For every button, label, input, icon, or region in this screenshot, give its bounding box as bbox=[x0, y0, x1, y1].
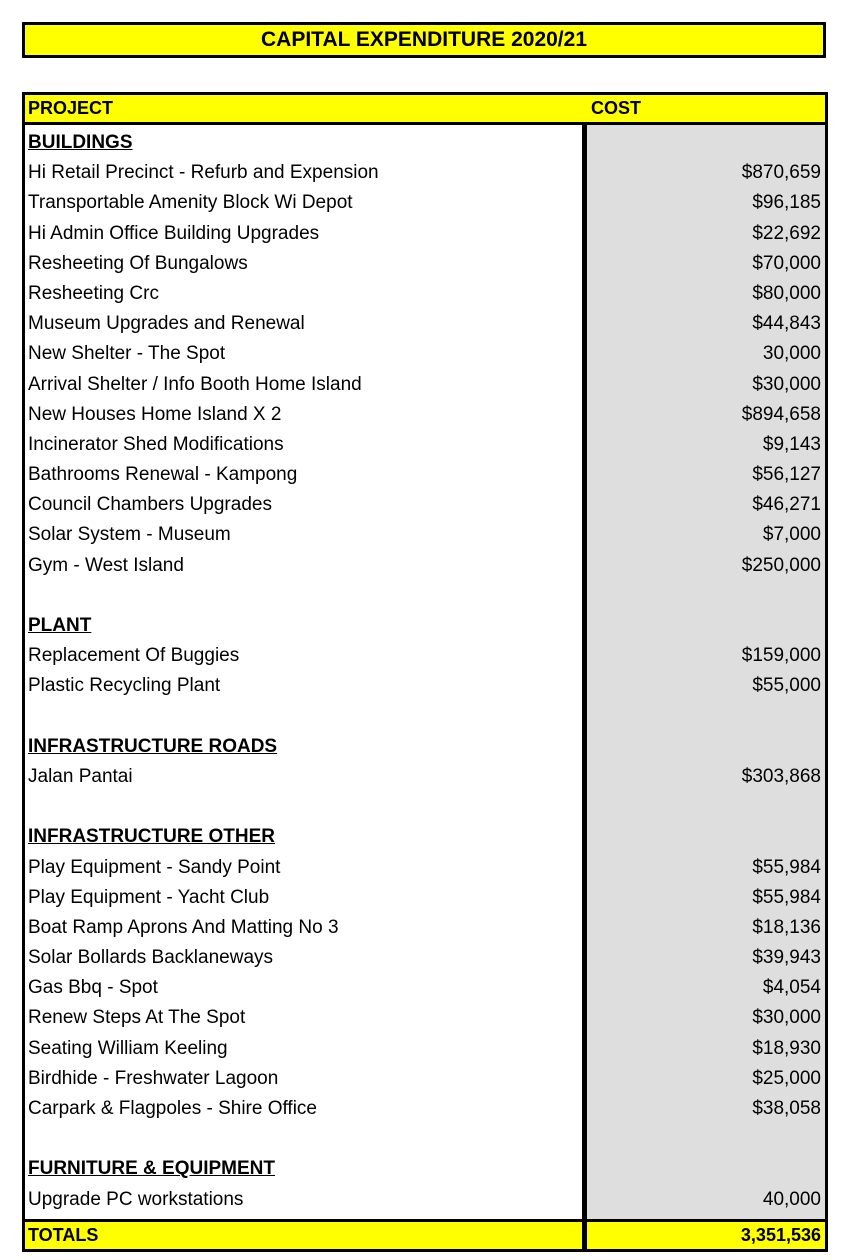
totals-value: 3,351,536 bbox=[740, 1225, 821, 1245]
section-heading-row bbox=[25, 732, 825, 762]
project-cost: $250,000 bbox=[741, 554, 821, 576]
project-cost: $22,692 bbox=[752, 222, 821, 244]
table-row bbox=[25, 400, 825, 430]
project-name: Gym - West Island bbox=[28, 554, 184, 576]
table-header bbox=[25, 95, 825, 125]
page-title: CAPITAL EXPENDITURE 2020/21 bbox=[22, 22, 826, 58]
table-row bbox=[25, 490, 825, 520]
project-cost: $303,868 bbox=[741, 765, 821, 787]
table-row bbox=[25, 762, 825, 792]
project-name: Boat Ramp Aprons And Matting No 3 bbox=[28, 916, 339, 938]
project-cost: $46,271 bbox=[752, 494, 821, 516]
table-row bbox=[25, 1094, 825, 1124]
project-name: Renew Steps At The Spot bbox=[28, 1007, 246, 1029]
project-cost: 40,000 bbox=[762, 1188, 821, 1210]
project-cost: $30,000 bbox=[752, 373, 821, 395]
project-name: Arrival Shelter / Info Booth Home Island bbox=[28, 373, 362, 395]
project-name: Council Chambers Upgrades bbox=[28, 494, 272, 516]
project-name: Bathrooms Renewal - Kampong bbox=[28, 464, 298, 486]
project-cost: $9,143 bbox=[762, 433, 821, 455]
project-cost: $55,984 bbox=[752, 886, 821, 908]
project-name: New Houses Home Island X 2 bbox=[28, 403, 282, 425]
table-row bbox=[25, 1003, 825, 1033]
column-divider bbox=[582, 1222, 587, 1252]
table-row bbox=[25, 219, 825, 249]
table-row bbox=[25, 249, 825, 279]
table-row bbox=[25, 551, 825, 581]
spacer-row bbox=[25, 1124, 825, 1154]
table-row bbox=[25, 883, 825, 913]
project-name: Resheeting Crc bbox=[28, 282, 159, 304]
project-cost: $44,843 bbox=[752, 313, 821, 335]
table-row bbox=[25, 943, 825, 973]
project-name: Seating William Keeling bbox=[28, 1037, 228, 1059]
project-cost: $39,943 bbox=[752, 947, 821, 969]
table-row bbox=[25, 430, 825, 460]
section-heading: FURNITURE & EQUIPMENT bbox=[28, 1158, 275, 1180]
project-cost: $55,000 bbox=[752, 675, 821, 697]
project-cost: $38,058 bbox=[752, 1098, 821, 1119]
project-name: Hi Retail Precinct - Refurb and Expension bbox=[28, 162, 379, 184]
project-name: Play Equipment - Yacht Club bbox=[28, 886, 270, 908]
project-cost: $30,000 bbox=[752, 1007, 821, 1029]
table-row bbox=[25, 370, 825, 400]
table-row bbox=[25, 520, 825, 550]
totals-label: TOTALS bbox=[28, 1225, 99, 1245]
project-cost: $96,185 bbox=[752, 192, 821, 214]
project-cost: $7,000 bbox=[762, 524, 821, 546]
table-row bbox=[25, 188, 825, 218]
table-row bbox=[25, 913, 825, 943]
table-row bbox=[25, 973, 825, 1003]
project-cost: $70,000 bbox=[752, 252, 821, 274]
table-row bbox=[25, 460, 825, 490]
project-name: Incinerator Shed Modifications bbox=[28, 433, 284, 455]
project-cost: $159,000 bbox=[741, 645, 821, 667]
spacer-row bbox=[25, 792, 825, 822]
project-cost: $4,054 bbox=[762, 977, 821, 999]
project-name: Solar Bollards Backlaneways bbox=[28, 947, 274, 969]
section-heading: PLANT bbox=[28, 615, 92, 636]
section-heading: INFRASTRUCTURE ROADS bbox=[28, 735, 278, 757]
project-cost: $55,984 bbox=[752, 856, 821, 878]
table-row bbox=[25, 158, 825, 188]
project-name: Solar System - Museum bbox=[28, 524, 231, 546]
project-cost: $894,658 bbox=[741, 403, 821, 425]
spacer-row bbox=[25, 581, 825, 611]
capex-table bbox=[22, 92, 828, 1252]
project-cost: $25,000 bbox=[752, 1067, 821, 1089]
project-name: Replacement Of Buggies bbox=[28, 645, 240, 667]
project-name: Jalan Pantai bbox=[28, 765, 133, 787]
table-row bbox=[25, 279, 825, 309]
project-name: Transportable Amenity Block Wi Depot bbox=[28, 192, 353, 214]
project-cost: $56,127 bbox=[752, 464, 821, 486]
project-name: Resheeting Of Bungalows bbox=[28, 252, 248, 274]
project-cost: $80,000 bbox=[752, 282, 821, 304]
project-name: Museum Upgrades and Renewal bbox=[28, 313, 305, 335]
project-name: Plastic Recycling Plant bbox=[28, 675, 221, 697]
project-cost: $18,136 bbox=[752, 916, 821, 938]
project-name: Play Equipment - Sandy Point bbox=[28, 856, 281, 878]
section-heading: INFRASTRUCTURE OTHER bbox=[28, 826, 275, 848]
table-row bbox=[25, 309, 825, 339]
project-name: Birdhide - Freshwater Lagoon bbox=[28, 1067, 279, 1089]
table-row bbox=[25, 1064, 825, 1094]
project-cost: 30,000 bbox=[762, 343, 821, 365]
project-name: Gas Bbq - Spot bbox=[28, 977, 158, 999]
header-project: PROJECT bbox=[28, 98, 114, 118]
spacer-row bbox=[25, 702, 825, 732]
table-row bbox=[25, 339, 825, 369]
table-row bbox=[25, 671, 825, 701]
section-heading-row bbox=[25, 822, 825, 852]
table-row bbox=[25, 1034, 825, 1064]
project-name: Carpark & Flagpoles - Shire Office bbox=[28, 1098, 317, 1119]
table-row bbox=[25, 641, 825, 671]
table-row bbox=[25, 853, 825, 883]
section-heading-row bbox=[25, 1154, 825, 1184]
table-body bbox=[25, 128, 825, 1215]
project-cost: $870,659 bbox=[741, 162, 821, 184]
header-cost: COST bbox=[591, 98, 642, 118]
project-name: Hi Admin Office Building Upgrades bbox=[28, 222, 320, 244]
table-row bbox=[25, 1185, 825, 1215]
project-name: New Shelter - The Spot bbox=[28, 343, 226, 365]
project-name: Upgrade PC workstations bbox=[28, 1188, 244, 1210]
totals-row bbox=[25, 1219, 825, 1249]
section-heading-row bbox=[25, 611, 825, 641]
section-heading-row bbox=[25, 128, 825, 158]
project-cost: $18,930 bbox=[752, 1037, 821, 1059]
section-heading: BUILDINGS bbox=[28, 132, 133, 153]
